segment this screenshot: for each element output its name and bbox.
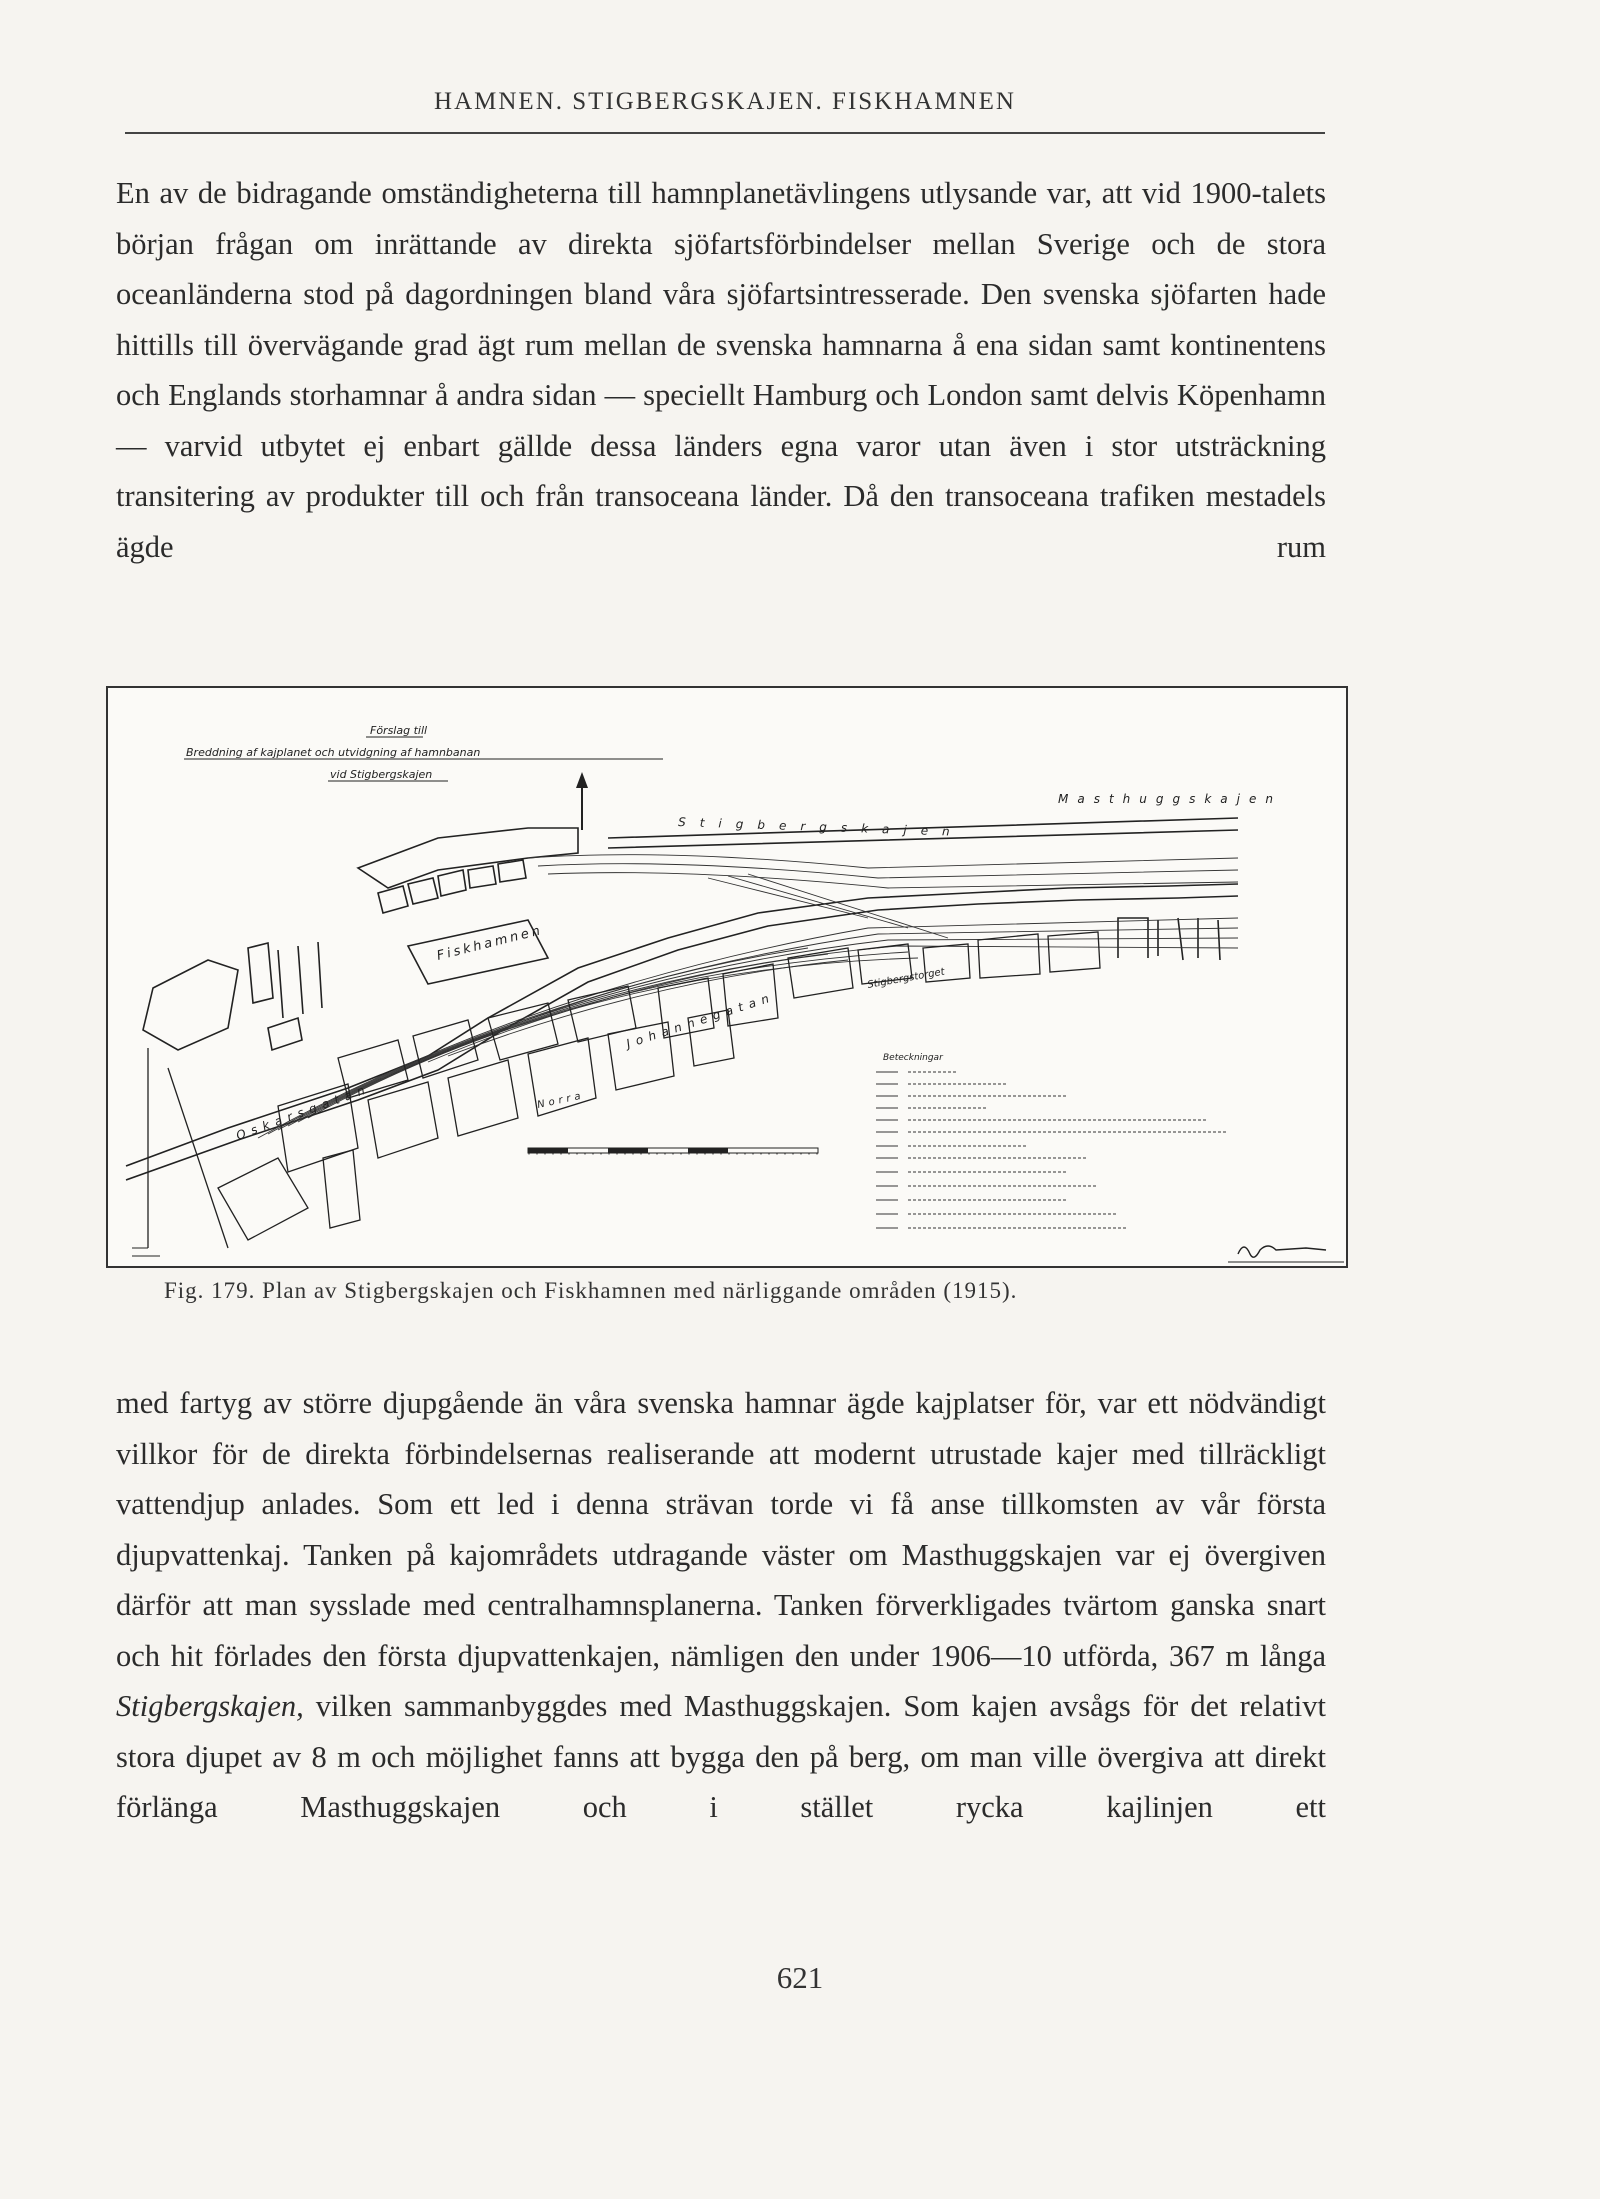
map-title-line-2: Breddning af kajplanet och utvidgning af hamnbanan bbox=[186, 746, 481, 759]
signature-mark bbox=[1228, 1246, 1344, 1262]
paragraph-2-italic-term: Stigbergskajen, bbox=[116, 1689, 304, 1723]
running-head: HAMNEN. STIGBERGSKAJEN. FISKHAMNEN bbox=[434, 88, 1016, 115]
north-arrow-icon bbox=[576, 772, 588, 830]
harbour-plan-map bbox=[108, 688, 1346, 1266]
paragraph-2-text-b: vilken sammanbyggdes med Masthuggskajen. Som kajen avsågs för det relativt stora djupet av 8 m och möjlighet fanns att bygga den på berg, om man ville övergiva att direkt förlänga Masthuggskajen och i stället rycka kajlinjen ett bbox=[116, 1689, 1326, 1824]
label-fiskhamnen: Fiskhamnen bbox=[435, 923, 545, 964]
label-johannegatan: Johannegatan bbox=[624, 989, 777, 1051]
label-stigbergstorget: Stigbergstorget bbox=[866, 966, 946, 991]
paragraph-1: En av de bidragande omständigheterna till hamnplanetävlingens utlysande var, att vid 1900-talets början frågan om inrättande av direkta sjöfartsförbindelser mellan Sverige och de stora oceanländerna stod på dagordningen bland våra sjöfartsintresserade. Den svenska sjöfarten hade hittills till övervägande grad ägt rum mellan de svenska hamnarna å ena sidan samt kontinentens och Englands storhamnar å andra sidan — speciellt Hamburg och London samt delvis Köpenhamn — varvid utbytet ej enbart gällde dessa länders egna varor utan även i stor utsträckning transitering av produkter till och från transoceana länder. Då den transoceana trafiken mestadels ägde rum bbox=[116, 176, 1326, 564]
label-stigbergskajen: Stigbergskajen bbox=[677, 815, 964, 839]
paragraph-2-text-a: med fartyg av större djupgående än våra svenska hamnar ägde kajplatser för, var ett nödvändigt villkor för de direkta förbindelsernas realiserande att modernt utrustade kajer med tillräckligt vattendjup anlades. Som ett led i denna strävan torde vi få anse tillkomsten av vår första djupvattenkaj. Tanken på kajområdets utdragande väster om Masthuggskajen var ej övergiven därför att man sysslade med centralhamnsplanerna. Tanken förverkligades tvärtom ganska snart och hit förlades den första djupvattenkajen, nämligen den under 1906—10 utförda, 367 m långa bbox=[116, 1386, 1326, 1673]
quay-outline bbox=[126, 818, 1238, 1180]
harbour-plan-figure bbox=[106, 686, 1348, 1268]
label-masthuggskajen: Masthuggskajen bbox=[1058, 792, 1282, 806]
label-oskarsgatan: Oskarsgatan bbox=[234, 1081, 373, 1143]
city-blocks bbox=[148, 932, 1100, 1248]
corner-mark bbox=[132, 1248, 160, 1256]
legend-title: Beteckningar bbox=[883, 1053, 943, 1063]
paragraph-2 bbox=[116, 1378, 1326, 1833]
figure-caption: Fig. 179. Plan av Stigbergskajen och Fiskhamnen med närliggande områden (1915). bbox=[164, 1278, 1018, 1303]
scale-bar bbox=[528, 1148, 818, 1154]
page-number: 621 bbox=[776, 1960, 824, 1995]
label-norra: Norra bbox=[536, 1090, 586, 1111]
header-rule bbox=[125, 132, 1325, 134]
map-title-line-3: vid Stigbergskajen bbox=[330, 768, 433, 781]
map-title-line-1: Förslag till bbox=[370, 724, 428, 737]
map-legend bbox=[876, 1053, 1228, 1228]
